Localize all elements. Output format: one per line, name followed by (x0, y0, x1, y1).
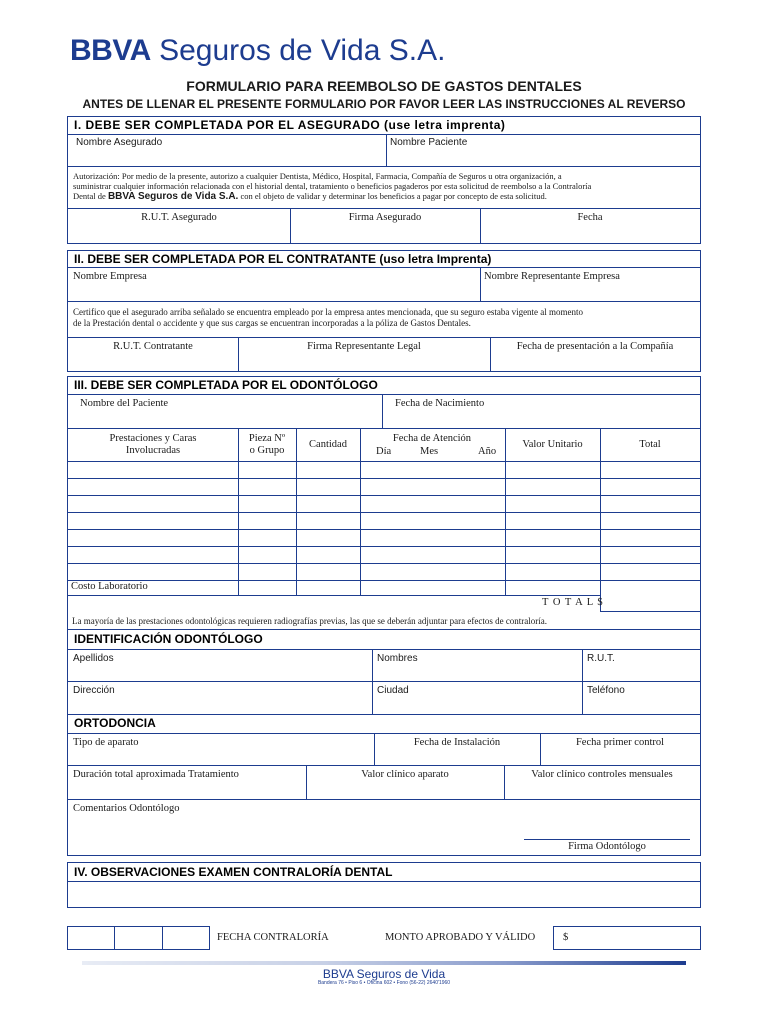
col-valor-unitario: Valor Unitario (522, 439, 583, 450)
rut-odontologo-field[interactable]: R.U.T. (587, 653, 615, 664)
certification-text: Certifico que el asegurado arriba señalado se encuentra empleado por la empresa antes mencionada, que su seguro estaba vigente al momento de la Prestación dental o accidente y que sus cargas se encuentran incorporadas a la póliza de Gastos Dentales. (73, 307, 584, 328)
nombre-empresa-field[interactable]: Nombre Empresa (73, 271, 147, 282)
fecha-instalacion-field[interactable]: Fecha de Instalación (413, 737, 501, 748)
col-mes: Mes (420, 446, 439, 457)
fecha-primer-control-field[interactable]: Fecha primer control (575, 737, 665, 748)
nombre-asegurado-field[interactable]: Nombre Asegurado (76, 137, 163, 148)
col-cantidad: Cantidad (309, 439, 347, 450)
direccion-field[interactable]: Dirección (73, 685, 115, 696)
section-1 (67, 116, 701, 244)
col-total: Total (639, 439, 661, 450)
section-2 (67, 250, 701, 372)
apellidos-field[interactable]: Apellidos (73, 653, 114, 664)
tipo-aparato-field[interactable]: Tipo de aparato (73, 737, 139, 748)
nombres-field[interactable]: Nombres (377, 653, 418, 664)
section-4 (67, 862, 701, 908)
section-4-heading: IV. OBSERVACIONES EXAMEN CONTRALORÍA DENTAL (74, 865, 393, 879)
nombre-del-paciente-field[interactable]: Nombre del Paciente (80, 398, 169, 409)
section-1-heading: I. DEBE SER COMPLETADA POR EL ASEGURADO (use letra imprenta) (74, 118, 506, 132)
col-pieza: Pieza Nº o Grupo (248, 433, 286, 456)
firma-odontologo-line[interactable] (524, 839, 690, 840)
ortodoncia-heading: ORTODONCIA (74, 716, 156, 730)
col-dia: Día (376, 446, 392, 457)
rut-asegurado-field[interactable]: R.U.T. Asegurado (141, 212, 217, 223)
valor-controles-field[interactable]: Valor clínico controles mensuales (531, 769, 673, 780)
section-2-heading: II. DEBE SER COMPLETADA POR EL CONTRATANTE (uso letra Imprenta) (74, 252, 492, 266)
authorization-text: Autorización: Por medio de la presente, autorizo a cualquier Dentista, Médico, Hospital, Farmacia, Compañía de Seguros u otra organización, a suministrar cualquier información relacionada con el historial dental, tratamiento o beneficios pagaderos por esta solicitud de reembolso a la Contraloría Dental de BBVA Seguros de Vida S.A. con el objeto de validar y determinar los beneficios a pagar por concepto de esta solicitud. (73, 171, 592, 202)
col-prestaciones: Prestaciones y Caras Involucradas (109, 433, 197, 456)
nombre-representante-field[interactable]: Nombre Representante Empresa (484, 271, 620, 282)
id-odontologo-heading: IDENTIFICACIÓN ODONTÓLOGO (74, 632, 263, 646)
firma-representante-field[interactable]: Firma Representante Legal (307, 341, 421, 352)
footer-bar (82, 961, 686, 965)
footer-address: Bandera 76 • Piso 6 • Oficina 602 • Fono (56-22) 2640'1960 (317, 980, 451, 986)
valor-aparato-field[interactable]: Valor clínico aparato (361, 769, 449, 780)
observaciones-field[interactable] (68, 881, 700, 907)
ciudad-field[interactable]: Ciudad (377, 685, 409, 696)
form-title: FORMULARIO PARA REEMBOLSO DE GASTOS DENTALES (186, 78, 582, 94)
footer-brand: BBVA Seguros de Vida (322, 967, 446, 981)
col-anio: Año (478, 446, 497, 457)
telefono-field[interactable]: Teléfono (587, 685, 625, 696)
fecha-contraloria-label: FECHA CONTRALORÍA (217, 932, 329, 943)
costo-laboratorio-label: Costo Laboratorio (71, 581, 148, 592)
fecha-asegurado-field[interactable]: Fecha (577, 212, 603, 223)
rut-contratante-field[interactable]: R.U.T. Contratante (113, 341, 193, 352)
nombre-paciente-field[interactable]: Nombre Paciente (390, 137, 468, 148)
comentarios-field[interactable]: Comentarios Odontólogo (73, 803, 180, 814)
section-3 (67, 376, 701, 856)
monto-field[interactable]: $ (553, 926, 701, 950)
control-boxes[interactable] (67, 926, 210, 950)
firma-asegurado-field[interactable]: Firma Asegurado (348, 212, 422, 223)
fecha-presentacion-field[interactable]: Fecha de presentación a la Compañía (516, 341, 674, 352)
monto-aprobado-label: MONTO APROBADO Y VÁLIDO (385, 932, 536, 943)
brand-logo: BBVA Seguros de Vida S.A. (70, 34, 446, 67)
firma-odontologo-label: Firma Odontólogo (568, 841, 646, 852)
fecha-nacimiento-field[interactable]: Fecha de Nacimiento (395, 398, 485, 409)
section-3-heading: III. DEBE SER COMPLETADA POR EL ODONTÓLOGO (74, 378, 378, 392)
xray-note: La mayoría de las prestaciones odontológicas requieren radiografías previas, las que se deberán adjuntar para efectos de contraloría. (72, 616, 548, 626)
form-subtitle: ANTES DE LLENAR EL PRESENTE FORMULARIO POR FAVOR LEER LAS INSTRUCCIONES AL REVERSO (82, 97, 686, 111)
col-fecha-atencion: Fecha de Atención (392, 433, 472, 444)
duracion-tratamiento-field[interactable]: Duración total aproximada Tratamiento (73, 769, 239, 780)
total-label: T O T A L $ (542, 597, 604, 608)
